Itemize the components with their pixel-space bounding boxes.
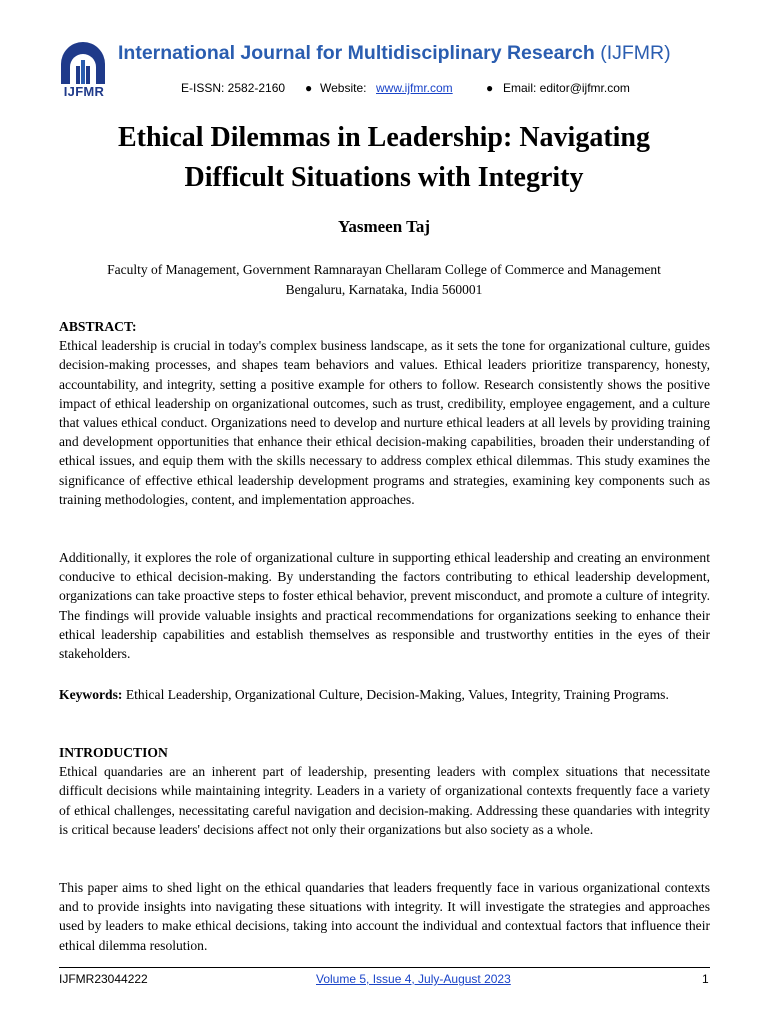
abstract-paragraph-1: Ethical leadership is crucial in today's complex business landscape, as it sets the tone for organizational culture, guides decision-making processes, and shapes team behaviors and values. Ethical leaders prioritize transparency, honesty, accountability, and integrity, setting a positive example for others to follow. Research consistently shows the positive impact of ethical leadership on organizational outcomes, such as trust, credibility, employee engagement, and a culture that values ethical conduct. Organizations need to develop and nurture ethical leaders at all levels by providing training and development opportunities that enhance their ethical decision-making capabilities, broaden their understanding of ethical issues, and equip them with the skills necessary to address complex ethical dilemmas. This study examines the significance of effective ethical leadership development programs and strategies, examining key components such as training methodologies, content, and implementation approaches.	[59, 338, 710, 507]
author: Yasmeen Taj	[337, 217, 431, 236]
bullet-separator: ●	[486, 81, 494, 95]
keywords	[59, 685, 710, 704]
introduction-heading: INTRODUCTION	[59, 745, 168, 760]
footer-volume-link[interactable]: Volume 5, Issue 4, July-August 2023	[316, 972, 511, 986]
website-link[interactable]: www.ijfmr.com	[376, 81, 453, 95]
abstract-heading: ABSTRACT:	[59, 319, 137, 334]
introduction-paragraph-1: Ethical quandaries are an inherent part of leadership, presenting leaders with complex situations that necessitate difficult decisions while maintaining integrity. Leaders in a variety of organizational contexts frequently face a variety of ethical challenges, necessitating careful navigation and decision-making. Addressing these quandaries with integrity is critical because leaders' decisions affect not only their organizations but also society as a whole.	[59, 764, 710, 837]
abstract-paragraph-2: Additionally, it explores the role of organizational culture in supporting ethical leadership and creating an environment conducive to ethical decision-making. By understanding the factors contributing to ethical leadership development, organizations can take proactive steps to foster ethical behavior, prevent misconduct, and promote a culture of integrity. The findings will provide valuable insights and practical recommendations for organizations seeking to enhance their ethical leadership capabilities and establish themselves as responsible and trustworthy entities in the eyes of their stakeholders.	[59, 550, 710, 662]
journal-abbr: (IJFMR)	[600, 42, 671, 64]
footer-page-number: 1	[702, 972, 709, 986]
keywords-text: Ethical Leadership, Organizational Culture, Decision-Making, Values, Integrity, Training Programs.	[125, 687, 669, 702]
affiliation-line-1: Faculty of Management, Government Ramnarayan Chellaram College of Commerce and Management	[107, 262, 661, 277]
introduction-paragraph-2: This paper aims to shed light on the ethical quandaries that leaders frequently face in various organizational contexts and to provide insights into navigating these situations with integrity. It will investigate the strategies and approaches used by leaders to make ethical decisions, taking into account the individual and contextual factors that influence their ethical dilemma resolution.	[59, 880, 710, 953]
affiliation-line-2: Bengaluru, Karnataka, India 560001	[285, 282, 483, 297]
keywords-label: Keywords:	[59, 687, 123, 702]
affiliation	[40, 260, 728, 300]
paper-title	[60, 118, 708, 198]
title-line-1: Ethical Dilemmas in Leadership: Navigating	[117, 122, 650, 153]
email: Email: editor@ijfmr.com	[503, 81, 630, 95]
website-label: Website:	[320, 81, 367, 95]
bullet-separator: ●	[305, 81, 313, 95]
logo-text: IJFMR	[63, 84, 105, 99]
journal-name: International Journal for Multidisciplinary Research	[118, 42, 595, 64]
journal-title	[118, 42, 671, 65]
issn: E-ISSN: 2582-2160	[181, 81, 286, 95]
introduction	[59, 743, 710, 839]
footer-paper-id: IJFMR23044222	[59, 972, 148, 986]
footer-divider	[59, 967, 710, 968]
title-line-2: Difficult Situations with Integrity	[184, 162, 584, 193]
abstract	[59, 317, 710, 509]
